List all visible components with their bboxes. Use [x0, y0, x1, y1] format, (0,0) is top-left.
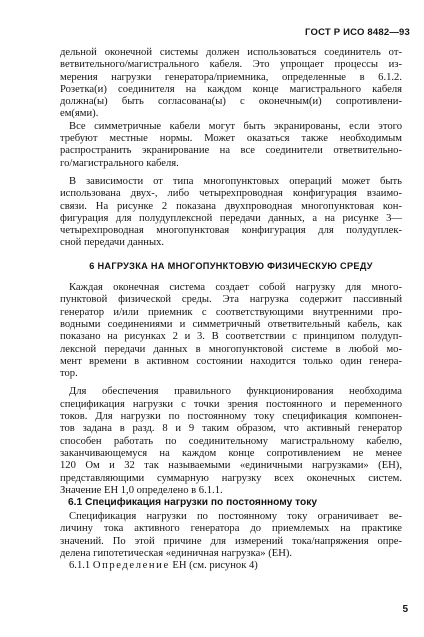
definition-term: Определение [92, 560, 170, 572]
text-line: Все симметричные кабели могут быть экранированы, если этого [69, 120, 402, 132]
intro-paragraph [60, 47, 402, 121]
section-heading: 6 НАГРУЗКА НА МНОГОПУНКТОВУЮ ФИЗИЧЕСКУЮ СРЕДУ [89, 260, 373, 271]
definition-reference: ЕН (см. рисунок 4) [172, 560, 258, 572]
definition-line [60, 560, 402, 572]
text-line: ем(ями). [60, 108, 99, 120]
text-line: генератор и/или приемник с соответствующими внутренними про- [60, 306, 402, 318]
text-line: показано на рисунках 2 и 3. В соответствии с принципом полудуп- [60, 331, 402, 343]
text-line: водными соединениями и симметричный ответвительный кабель, как [60, 318, 402, 330]
text-line: ветвительного/магистрального кабеля. Это упрощает процессы из- [60, 59, 402, 71]
paragraph-dc-load [60, 511, 402, 560]
text-line: токов. Для нагрузки по постоянному току спецификация компонен- [60, 411, 402, 423]
text-line: связи. На рисунке 2 показана двухпроводная многопунктовая кон- [60, 200, 402, 212]
text-line: Значение ЕН 1,0 определено в 6.1.1. [60, 484, 223, 496]
text-line: тов задана в разд. 8 и 9 таким образом, что активный генератор [60, 423, 402, 435]
text-line: должна(ы) быть согласована(ы) с оконечным(и) сопротивлени- [60, 96, 402, 108]
text-line: Розетка(и) соединителя на каждом конце магистрального кабеля [60, 83, 402, 95]
text-line: лексной передачи данных в многопунктовой системе в любой мо- [60, 343, 402, 355]
text-line: представляющими суммарную нагрузку всех оконечных систем. [60, 472, 402, 484]
text-line: дельной оконечной системы должен использоваться соединитель от- [60, 47, 402, 58]
text-line: делена гипотетическая «единичная нагрузка» (ЕН). [60, 547, 293, 559]
text-line: 120 Ом и 32 так называемыми «единичными нагрузками» (ЕН), [60, 460, 402, 472]
subsection-heading: 6.1 Спецификация нагрузки по постоянному току [68, 497, 318, 509]
text-line: тор. [60, 368, 78, 380]
text-line: значений. По этой причине для измерений тока/напряжения опре- [60, 535, 402, 547]
text-line: В зависимости от типа многопунктовых операций может быть [69, 175, 402, 187]
text-line: мерения нагрузки генератора/приемника, определенные в 6.1.2. [60, 71, 402, 83]
paragraph-shielding [60, 121, 402, 170]
definition-number: 6.1.1 [69, 560, 91, 572]
text-line: использована двух-, либо четырехпроводная конфигурация взаимо- [60, 188, 402, 200]
text-line: требуют местные нормы. Может оказаться также необходимым [60, 133, 402, 145]
paragraph-configuration [60, 176, 402, 250]
paragraph-load [60, 282, 402, 380]
text-line: фигурация для полудуплексной передачи данных, а на рисунке 3— [60, 212, 402, 224]
text-line: пунктовой физической среды. Эта нагрузка содержит пассивный [60, 294, 402, 306]
page-number: 5 [402, 604, 408, 615]
text-line: го/магистрального кабеля. [60, 157, 179, 169]
paragraph-specification [60, 386, 402, 497]
document-header: ГОСТ Р ИСО 8482—93 [305, 27, 410, 38]
text-line: сной передачи данных. [60, 237, 165, 249]
text-line: Каждая оконечная система создает собой нагрузку для много- [69, 282, 402, 294]
text-line: Для обеспечения правильного функционирования необходима [69, 386, 402, 398]
text-line: личину тока активного генератора до приемлемых на практике [60, 523, 402, 535]
text-line: мент времени в активном состоянии находится только один генера- [60, 355, 402, 367]
text-line: Спецификация нагрузки по постоянному току ограничивает ве- [69, 511, 402, 523]
document-body [60, 47, 402, 573]
text-line: спецификация нагрузки с точки зрения постоянного и переменного [60, 398, 402, 410]
text-line: заканчивающемуся на каждом конце сопротивлением не менее [60, 447, 402, 459]
text-line: распространить экранирование на все соединители ответвительно- [60, 145, 402, 157]
text-line: четырехпроводная многопунктовая конфигурация для полудуплек- [60, 225, 402, 237]
text-line: способен работать по соединительному магистральному кабелю, [60, 435, 402, 447]
